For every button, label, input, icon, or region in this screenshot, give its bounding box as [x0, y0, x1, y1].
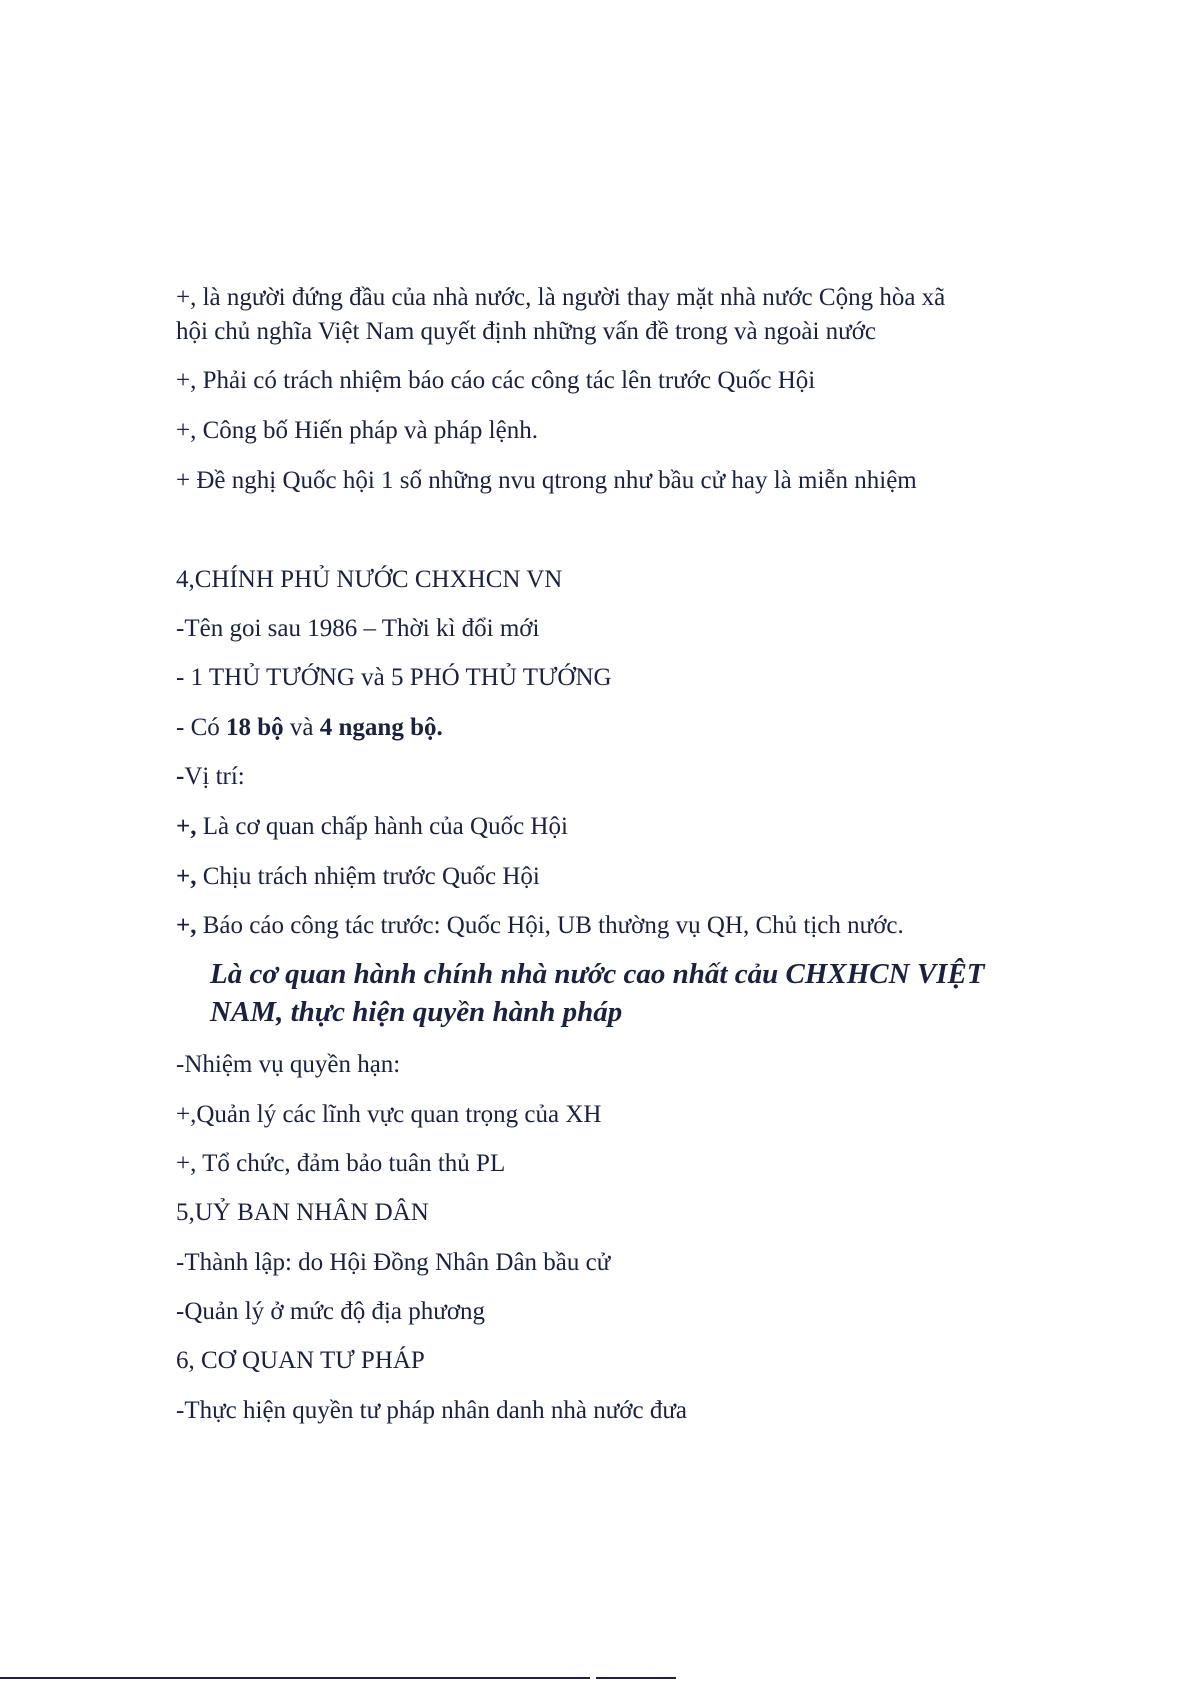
position-mark: +,	[176, 912, 197, 939]
ministerial-agencies-count: 4 ngang bộ.	[319, 714, 443, 741]
judiciary-heading: 6, CƠ QUAN TƯ PHÁP	[176, 1347, 425, 1374]
duty-item: +,Quản lý các lĩnh vực quan trọng của XH	[176, 1101, 602, 1128]
judiciary-role: -Thực hiện quyền tư pháp nhân danh nhà nước đưa	[176, 1397, 688, 1424]
bottom-rule	[0, 1677, 590, 1679]
ministries-conjunction: và	[283, 714, 320, 741]
government-heading: 4,CHÍNH PHỦ NƯỚC CHXHCN VN	[176, 566, 563, 593]
bottom-rule-segment	[596, 1677, 676, 1679]
committee-founding: -Thành lập: do Hội Đồng Nhân Dân bầu cử	[176, 1249, 611, 1276]
government-name-note: -Tên goi sau 1986 – Thời kì đổi mới	[176, 615, 540, 642]
duties-label: -Nhiệm vụ quyền hạn:	[176, 1051, 401, 1078]
president-duty-2: +, Phải có trách nhiệm báo cáo các công tác lên trước Quốc Hội	[176, 367, 816, 394]
government-definition-a: Là cơ quan hành chính nhà nước cao nhất cảu CHXHCN VIỆT	[210, 958, 985, 990]
position-item	[176, 861, 540, 893]
position-text: Chịu trách nhiệm trước Quốc Hội	[196, 863, 540, 890]
ministries-prefix: - Có	[176, 714, 226, 741]
duty-item: +, Tổ chức, đảm bảo tuân thủ PL	[176, 1150, 506, 1177]
position-item	[176, 910, 904, 942]
position-mark: +,	[176, 813, 197, 840]
government-leaders: - 1 THỦ TƯỚNG và 5 PHÓ THỦ TƯỚNG	[176, 664, 612, 691]
position-text: Báo cáo công tác trước: Quốc Hội, UB thường vụ QH, Chủ tịch nước.	[196, 912, 904, 939]
position-mark: +,	[176, 863, 197, 890]
position-item	[176, 811, 568, 843]
committee-heading: 5,UỶ BAN NHÂN DÂN	[176, 1199, 429, 1226]
government-definition-b: NAM, thực hiện quyền hành pháp	[210, 996, 623, 1028]
position-text: Là cơ quan chấp hành của Quốc Hội	[196, 813, 568, 840]
government-ministries	[176, 712, 443, 744]
president-duty-1b: hội chủ nghĩa Việt Nam quyết định những vấn đề trong và ngoài nước	[176, 318, 877, 345]
committee-scope: -Quản lý ở mức độ địa phương	[176, 1298, 486, 1325]
position-label-text: Vị trí:	[184, 763, 245, 790]
president-duty-3: +, Công bố Hiến pháp và pháp lệnh.	[176, 417, 538, 444]
position-dash: -	[176, 763, 185, 790]
president-duty-4: + Đề nghị Quốc hội 1 số những nvu qtrong như bầu cử hay là miễn nhiệm	[176, 467, 917, 494]
position-label	[176, 761, 245, 793]
president-duty-1a: +, là người đứng đầu của nhà nước, là người thay mặt nhà nước Cộng hòa xã	[176, 284, 946, 311]
ministries-count: 18 bộ	[226, 714, 284, 741]
